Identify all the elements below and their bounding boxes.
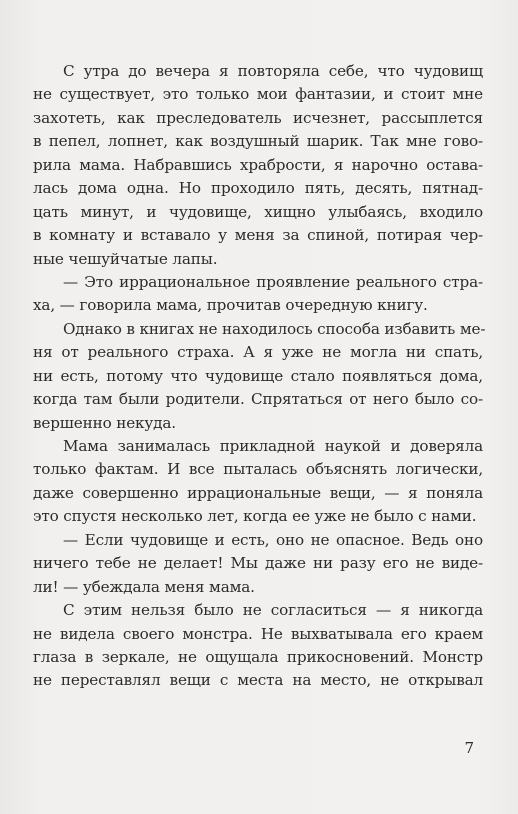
text-line: глаза в зеркале, не ощущала прикосновений. Монстр (33, 647, 483, 666)
text-line: ня от реального страха. А я уже не могла ни спать, (33, 343, 483, 362)
text-line: не видела своего монстра. Не выхватывала его краем (33, 624, 483, 643)
text-line: ли! — убеждала меня мама. (33, 577, 255, 596)
text-line: только фактам. И все пыталась объяснять логически, (33, 460, 483, 479)
text-line: в комнату и вставало у меня за спиной, потирая чер- (33, 226, 483, 245)
text-line: захотеть, как преследователь исчезнет, рассыплется (33, 108, 483, 127)
text-line: ничего тебе не делает! Мы даже ни разу его не виде- (33, 554, 483, 573)
text-line: Однако в книгах не находилось способа избавить ме- (63, 319, 486, 338)
text-line: не переставлял вещи с места на место, не открывал (33, 671, 483, 690)
text-line: — Это иррациональное проявление реального стра- (63, 272, 483, 291)
text-line: ни есть, потому что чудовище стало появляться дома, (33, 366, 483, 385)
text-line: рила мама. Набравшись храбрости, я нарочно остава- (33, 155, 483, 174)
text-line: Мама занималась прикладной наукой и доверяла (63, 437, 483, 455)
text-line: — Если чудовище и есть, оно не опасное. Ведь оно (63, 530, 483, 549)
text-line: это спустя несколько лет, когда ее уже не было с нами. (33, 507, 477, 526)
text-line: даже совершенно иррациональные вещи, — я поняла (33, 483, 483, 502)
text-line: ные чешуйчатые лапы. (33, 249, 218, 268)
text-line: С этим нельзя было не согласиться — я никогда (63, 601, 483, 620)
text-line: вершенно некуда. (33, 413, 176, 432)
text-line: С утра до вечера я повторяла себе, что чудовищ (63, 62, 483, 80)
body-text (33, 60, 486, 693)
text-line: не существует, это только мои фантазии, и стоит мне (33, 85, 483, 104)
text-line: когда там были родители. Спрятаться от него было со- (33, 390, 483, 409)
text-line: в пепел, лопнет, как воздушный шарик. Так мне гово- (33, 132, 483, 151)
text-line: лась дома одна. Но проходило пять, десять, пятнад- (33, 179, 483, 198)
text-line: цать минут, и чудовище, хищно улыбаясь, входило (33, 202, 483, 221)
page-number: 7 (464, 739, 474, 757)
text-line: ха, — говорила мама, прочитав очередную книгу. (33, 296, 428, 315)
